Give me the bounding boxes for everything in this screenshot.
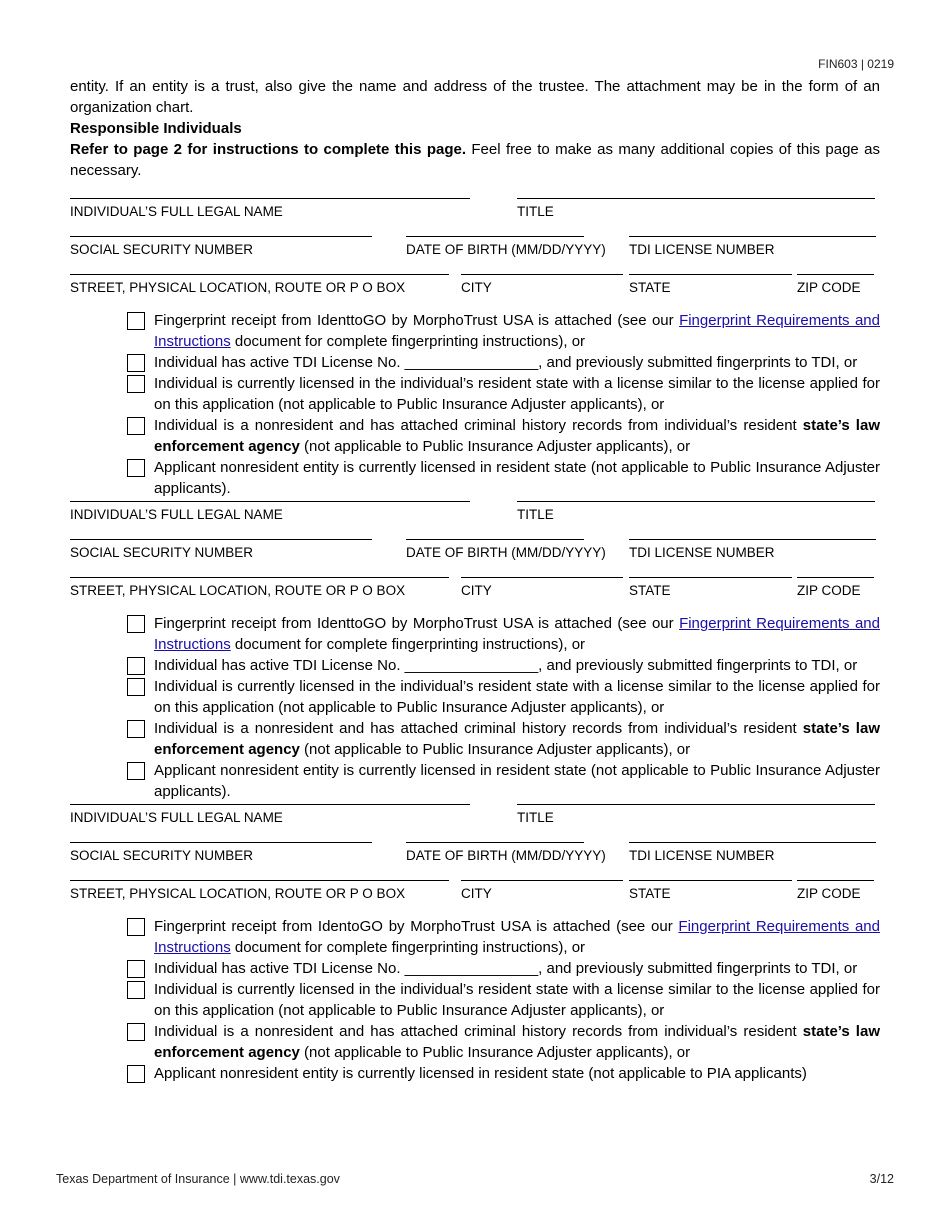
zip-field[interactable] xyxy=(797,577,874,597)
instructions-bold: Refer to page 2 for instructions to complete this page. xyxy=(70,141,467,158)
continued-text: entity. If an entity is a trust, also give the name and address of the trustee. The attachment may be in the form of an organization chart. xyxy=(70,78,880,116)
state-field[interactable] xyxy=(629,880,792,900)
checkbox-nonresident-entity[interactable] xyxy=(127,1065,145,1083)
tdi-license-label: TDI LICENSE NUMBER xyxy=(629,848,775,863)
option-text: Individual is a nonresident and has attached criminal history records from individual’s resident xyxy=(154,417,803,434)
state-label: STATE xyxy=(629,583,671,598)
option-text: (not applicable to Public Insurance Adjuster applicants), or xyxy=(299,1044,691,1061)
dob-field[interactable] xyxy=(406,842,606,863)
responsible-individual-block-3 xyxy=(70,804,880,1108)
ssn-field[interactable] xyxy=(70,236,372,256)
title-field[interactable] xyxy=(517,804,875,824)
street-field[interactable] xyxy=(70,274,449,294)
zip-label: ZIP CODE xyxy=(797,280,861,295)
full-name-label: INDIVIDUAL’S FULL LEGAL NAME xyxy=(70,507,283,522)
option-fingerprint-receipt xyxy=(70,310,880,352)
option-criminal-history xyxy=(70,415,880,457)
full-name-field[interactable] xyxy=(70,804,470,824)
checkbox-active-license[interactable] xyxy=(127,960,145,978)
address-row xyxy=(70,577,880,597)
option-text: document for complete fingerprinting instructions), or xyxy=(230,333,586,350)
dob-label: DATE OF BIRTH (MM/DD/YYYY) xyxy=(406,848,606,863)
checkbox-nonresident-entity[interactable] xyxy=(127,459,145,477)
option-nonresident-entity xyxy=(70,457,880,499)
option-criminal-history xyxy=(70,718,880,760)
full-name-field[interactable] xyxy=(70,198,470,218)
ssn-field[interactable] xyxy=(70,539,372,559)
option-resident-licensed xyxy=(70,676,880,718)
full-name-label: INDIVIDUAL’S FULL LEGAL NAME xyxy=(70,204,283,219)
title-label: TITLE xyxy=(517,507,554,522)
dob-label: DATE OF BIRTH (MM/DD/YYYY) xyxy=(406,545,606,560)
option-fingerprint-receipt xyxy=(70,613,880,655)
option-active-license xyxy=(70,958,880,979)
option-text: (not applicable to Public Insurance Adjuster applicants), or xyxy=(299,438,691,455)
form-number: FIN603 | 0219 xyxy=(818,57,894,71)
address-row xyxy=(70,274,880,294)
zip-field[interactable] xyxy=(797,274,874,294)
ssn-dob-license-row xyxy=(70,236,880,256)
option-text: Individual is currently licensed in the individual’s resident state with a license similar to the license applied for on this application (not applicable to Public Insurance Adjuster applicants), or xyxy=(154,678,880,716)
option-text: Fingerprint receipt from IdenttoGO by MorphoTrust USA is attached (see our xyxy=(154,615,680,632)
option-text-bold: state’s law enforcement agency xyxy=(154,720,880,758)
checkbox-active-license[interactable] xyxy=(127,354,145,372)
option-text: Applicant nonresident entity is currently licensed in resident state (not applicable to Public Insurance Adjuster applicants). xyxy=(154,762,880,800)
ssn-label: SOCIAL SECURITY NUMBER xyxy=(70,242,254,257)
responsible-individual-block-1 xyxy=(70,198,880,502)
instructions-rest: Feel free to make as many additional copies of this page as necessary. xyxy=(70,141,881,179)
fingerprint-requirements-link[interactable]: Fingerprint Requirements and Instructions xyxy=(154,615,880,653)
footer-page-number: 3/12 xyxy=(869,1172,894,1186)
checkbox-resident-licensed[interactable] xyxy=(127,981,145,999)
city-field[interactable] xyxy=(461,577,623,597)
title-label: TITLE xyxy=(517,204,554,219)
city-label: CITY xyxy=(461,583,492,598)
street-label: STREET, PHYSICAL LOCATION, ROUTE OR P O BOX xyxy=(70,583,406,598)
city-field[interactable] xyxy=(461,274,623,294)
option-text: Individual has active TDI License No. ________________, and previously submitted fingerprints to TDI, or xyxy=(154,657,858,674)
option-text: Fingerprint receipt from IdenttoGO by MorphoTrust USA is attached (see our xyxy=(154,312,680,329)
dob-label: DATE OF BIRTH (MM/DD/YYYY) xyxy=(406,242,606,257)
option-text: document for complete fingerprinting instructions), or xyxy=(230,636,586,653)
name-title-row xyxy=(70,501,880,521)
option-resident-licensed xyxy=(70,373,880,415)
option-text: Applicant nonresident entity is currently licensed in resident state (not applicable to Public Insurance Adjuster applicants). xyxy=(154,459,880,497)
full-name-field[interactable] xyxy=(70,501,470,521)
option-text: (not applicable to Public Insurance Adjuster applicants), or xyxy=(299,741,691,758)
option-text: Individual has active TDI License No. ________________, and previously submitted fingerprints to TDI, or xyxy=(154,960,858,977)
address-row xyxy=(70,880,880,900)
checkbox-active-license[interactable] xyxy=(127,657,145,675)
ssn-field[interactable] xyxy=(70,842,372,862)
checkbox-resident-licensed[interactable] xyxy=(127,375,145,393)
ssn-dob-license-row xyxy=(70,842,880,862)
city-label: CITY xyxy=(461,886,492,901)
option-fingerprint-receipt xyxy=(70,916,880,958)
option-text: Individual is a nonresident and has attached criminal history records from individual’s resident xyxy=(154,720,803,737)
option-text: Individual is a nonresident and has attached criminal history records from individual’s resident xyxy=(154,1023,803,1040)
street-label: STREET, PHYSICAL LOCATION, ROUTE OR P O BOX xyxy=(70,280,406,295)
fingerprint-requirements-link[interactable]: Fingerprint Requirements and Instructions xyxy=(154,312,880,350)
title-label: TITLE xyxy=(517,810,554,825)
state-label: STATE xyxy=(629,280,671,295)
fingerprint-options xyxy=(70,613,880,802)
option-active-license xyxy=(70,655,880,676)
instructions-paragraph xyxy=(70,139,880,181)
option-nonresident-entity xyxy=(70,1063,880,1084)
street-field[interactable] xyxy=(70,880,449,900)
intro-section xyxy=(70,76,880,181)
checkbox-nonresident-entity[interactable] xyxy=(127,762,145,780)
street-field[interactable] xyxy=(70,577,449,597)
fingerprint-requirements-link[interactable]: Fingerprint Requirements and Instructions xyxy=(154,918,880,956)
zip-label: ZIP CODE xyxy=(797,886,861,901)
option-text: document for complete fingerprinting instructions), or xyxy=(230,939,586,956)
checkbox-fingerprint-receipt[interactable] xyxy=(127,615,145,633)
checkbox-fingerprint-receipt[interactable] xyxy=(127,312,145,330)
option-text-bold: state’s law enforcement agency xyxy=(154,417,880,455)
full-name-label: INDIVIDUAL’S FULL LEGAL NAME xyxy=(70,810,283,825)
section-heading: Responsible Individuals xyxy=(70,120,242,137)
ssn-label: SOCIAL SECURITY NUMBER xyxy=(70,848,254,863)
name-title-row xyxy=(70,198,880,218)
checkbox-resident-licensed[interactable] xyxy=(127,678,145,696)
tdi-license-label: TDI LICENSE NUMBER xyxy=(629,545,775,560)
title-field[interactable] xyxy=(517,501,875,521)
option-text: Individual is currently licensed in the individual’s resident state with a license similar to the license applied for on this application (not applicable to Public Insurance Adjuster applicants), or xyxy=(154,981,880,1019)
state-field[interactable] xyxy=(629,274,792,294)
option-nonresident-entity xyxy=(70,760,880,802)
zip-field[interactable] xyxy=(797,880,874,900)
title-field[interactable] xyxy=(517,198,875,218)
checkbox-criminal-history[interactable] xyxy=(127,720,145,738)
zip-label: ZIP CODE xyxy=(797,583,861,598)
option-text-bold: state’s law enforcement agency xyxy=(154,1023,880,1061)
option-text: Individual is currently licensed in the individual’s resident state with a license similar to the license applied for on this application (not applicable to Public Insurance Adjuster applicants), or xyxy=(154,375,880,413)
tdi-license-label: TDI LICENSE NUMBER xyxy=(629,242,775,257)
option-criminal-history xyxy=(70,1021,880,1063)
city-label: CITY xyxy=(461,280,492,295)
responsible-individual-block-2 xyxy=(70,501,880,805)
option-active-license xyxy=(70,352,880,373)
option-text: Fingerprint receipt from IdentoGO by MorphoTrust USA is attached (see our xyxy=(154,918,679,935)
ssn-dob-license-row xyxy=(70,539,880,559)
state-label: STATE xyxy=(629,886,671,901)
option-text: Individual has active TDI License No. ________________, and previously submitted fingerprints to TDI, or xyxy=(154,354,858,371)
checkbox-fingerprint-receipt[interactable] xyxy=(127,918,145,936)
option-resident-licensed xyxy=(70,979,880,1021)
name-title-row xyxy=(70,804,880,824)
fingerprint-options xyxy=(70,310,880,499)
street-label: STREET, PHYSICAL LOCATION, ROUTE OR P O BOX xyxy=(70,886,406,901)
checkbox-criminal-history[interactable] xyxy=(127,417,145,435)
tdi-license-field[interactable] xyxy=(629,842,876,862)
tdi-license-field[interactable] xyxy=(629,236,876,256)
ssn-label: SOCIAL SECURITY NUMBER xyxy=(70,545,254,560)
state-field[interactable] xyxy=(629,577,792,597)
checkbox-criminal-history[interactable] xyxy=(127,1023,145,1041)
city-field[interactable] xyxy=(461,880,623,900)
fingerprint-options xyxy=(70,916,880,1084)
footer-agency: Texas Department of Insurance | www.tdi.texas.gov xyxy=(56,1172,340,1186)
dob-field[interactable] xyxy=(406,236,606,257)
option-text: Applicant nonresident entity is currently licensed in resident state (not applicable to PIA applicants) xyxy=(154,1065,807,1082)
dob-field[interactable] xyxy=(406,539,606,560)
tdi-license-field[interactable] xyxy=(629,539,876,559)
